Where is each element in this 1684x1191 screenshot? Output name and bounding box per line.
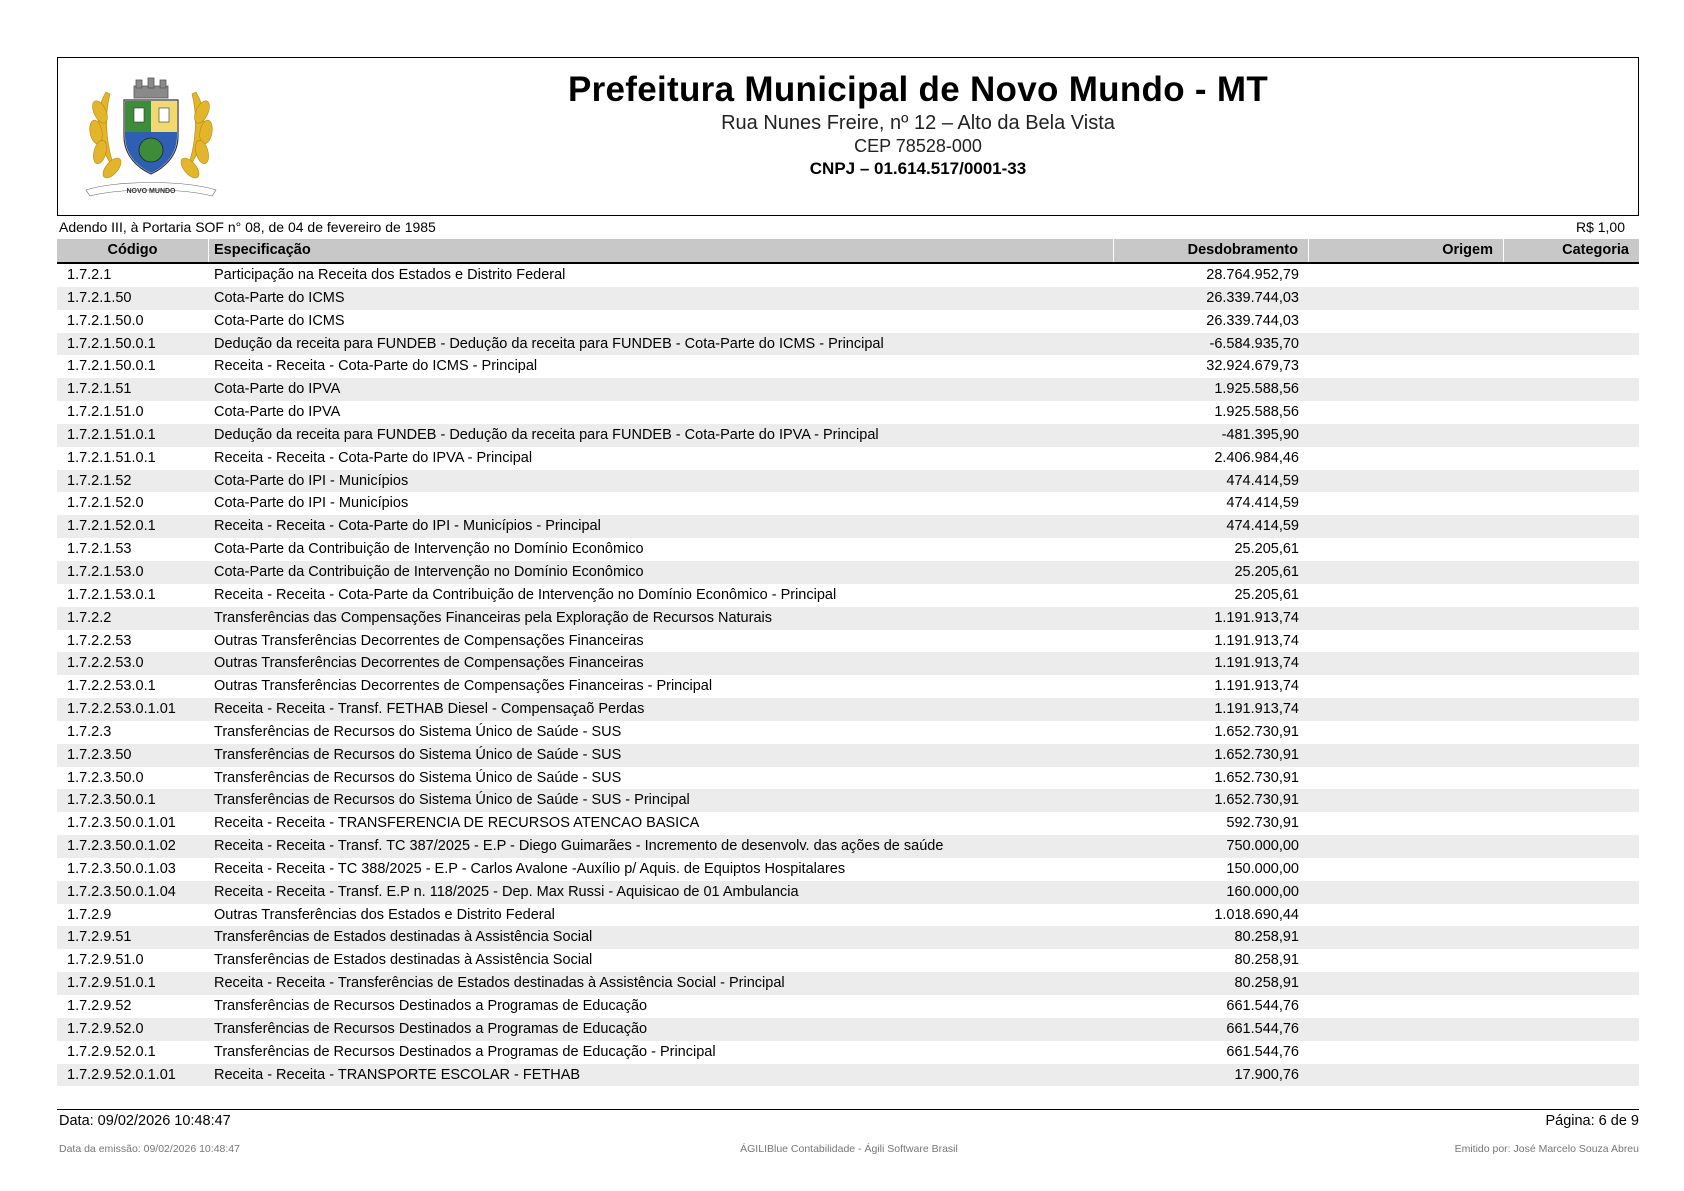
table-row xyxy=(57,378,1639,401)
cell-origem xyxy=(1309,470,1504,493)
table-body xyxy=(57,264,1639,1086)
cell-categoria xyxy=(1504,1064,1639,1087)
table-column-header xyxy=(57,239,1639,264)
table-row xyxy=(57,515,1639,538)
column-header-especificacao: Especificação xyxy=(209,239,1114,262)
municipal-coat-of-arms-logo xyxy=(76,72,226,204)
cell-especificacao: Receita - Receita - Transferências de Estados destinadas à Assistência Social - Principal xyxy=(214,975,785,992)
cell-especificacao: Transferências de Recursos Destinados a Programas de Educação - Principal xyxy=(214,1043,716,1060)
cell-origem xyxy=(1309,721,1504,744)
cell-categoria xyxy=(1504,972,1639,995)
cell-desdobramento: 28.764.952,79 xyxy=(1206,267,1299,283)
cell-origem xyxy=(1309,972,1504,995)
cell-categoria xyxy=(1504,333,1639,356)
column-header-desdobramento: Desdobramento xyxy=(1114,239,1309,262)
cell-codigo: 1.7.2.3.50.0.1.01 xyxy=(67,815,176,832)
cell-origem xyxy=(1309,424,1504,447)
table-row xyxy=(57,355,1639,378)
cell-desdobramento: -6.584.935,70 xyxy=(1209,335,1299,352)
cell-origem xyxy=(1309,607,1504,630)
cell-origem xyxy=(1309,652,1504,675)
cell-origem xyxy=(1309,492,1504,515)
cell-desdobramento: 1.191.913,74 xyxy=(1214,632,1299,649)
cell-categoria xyxy=(1504,492,1639,515)
cell-especificacao: Transferências de Recursos do Sistema Único de Saúde - SUS xyxy=(214,746,622,763)
cell-especificacao: Cota-Parte do IPVA xyxy=(214,404,341,421)
table-row xyxy=(57,675,1639,698)
table-row xyxy=(57,812,1639,835)
cell-codigo: 1.7.2.9.52.0.1 xyxy=(67,1043,156,1060)
footer-meta xyxy=(59,1143,1639,1156)
cell-codigo: 1.7.2.2.53.0.1 xyxy=(67,678,156,695)
table-row xyxy=(57,424,1639,447)
cell-especificacao: Receita - Receita - TRANSPORTE ESCOLAR - FETHAB xyxy=(214,1066,581,1083)
cell-categoria xyxy=(1504,561,1639,584)
cell-codigo: 1.7.2.3.50.0.1.03 xyxy=(67,860,176,877)
cell-origem xyxy=(1309,881,1504,904)
cell-categoria xyxy=(1504,652,1639,675)
cell-categoria xyxy=(1504,1041,1639,1064)
cell-categoria xyxy=(1504,1018,1639,1041)
cell-especificacao: Outras Transferências Decorrentes de Compensações Financeiras xyxy=(214,632,644,649)
cell-origem xyxy=(1309,904,1504,927)
cell-origem xyxy=(1309,995,1504,1018)
cell-desdobramento: 25.205,61 xyxy=(1234,541,1299,558)
cell-desdobramento: 160.000,00 xyxy=(1226,883,1299,900)
page-number: Página: 6 de 9 xyxy=(1545,1113,1639,1129)
cell-especificacao: Transferências de Estados destinadas à Assistência Social xyxy=(214,952,593,969)
table-row xyxy=(57,630,1639,653)
cell-codigo: 1.7.2.1.51 xyxy=(67,381,132,398)
cell-origem xyxy=(1309,926,1504,949)
cell-categoria xyxy=(1504,401,1639,424)
cell-categoria xyxy=(1504,812,1639,835)
cell-especificacao: Transferências de Recursos Destinados a Programas de Educação xyxy=(214,1020,648,1037)
cell-especificacao: Outras Transferências dos Estados e Distrito Federal xyxy=(214,906,555,923)
cell-codigo: 1.7.2.1.52.0.1 xyxy=(67,518,156,535)
cell-desdobramento: 1.925.588,56 xyxy=(1214,381,1299,398)
cell-origem xyxy=(1309,333,1504,356)
cell-desdobramento: -481.395,90 xyxy=(1221,426,1299,443)
table-row xyxy=(57,561,1639,584)
cell-especificacao: Receita - Receita - Transf. E.P n. 118/2025 - Dep. Max Russi - Aquisicao de 01 Ambulancia xyxy=(214,883,799,900)
cell-desdobramento: 1.191.913,74 xyxy=(1214,609,1299,626)
cell-desdobramento: 1.018.690,44 xyxy=(1214,906,1299,923)
cell-desdobramento: 661.544,76 xyxy=(1226,998,1299,1014)
cell-origem xyxy=(1309,310,1504,333)
cell-desdobramento: 1.191.913,74 xyxy=(1214,701,1299,718)
table-row xyxy=(57,1064,1639,1087)
cell-desdobramento: 474.414,59 xyxy=(1226,518,1299,535)
cell-especificacao: Transferências de Recursos Destinados a Programas de Educação xyxy=(214,998,648,1014)
software-credit: ÁGILIBlue Contabilidade - Ágili Software Brasil xyxy=(740,1143,958,1155)
cell-desdobramento: 2.406.984,46 xyxy=(1214,449,1299,466)
cell-categoria xyxy=(1504,949,1639,972)
cell-origem xyxy=(1309,401,1504,424)
cell-desdobramento: 80.258,91 xyxy=(1234,975,1299,992)
table-row xyxy=(57,310,1639,333)
cell-categoria xyxy=(1504,835,1639,858)
table-row xyxy=(57,333,1639,356)
table-row xyxy=(57,607,1639,630)
cell-categoria xyxy=(1504,698,1639,721)
cell-categoria xyxy=(1504,881,1639,904)
cell-codigo: 1.7.2.2.53.0.1.01 xyxy=(67,701,176,718)
table-row xyxy=(57,721,1639,744)
cell-categoria xyxy=(1504,515,1639,538)
cell-desdobramento: 474.414,59 xyxy=(1226,495,1299,512)
table-row xyxy=(57,926,1639,949)
cell-codigo: 1.7.2.1.51.0 xyxy=(67,404,144,421)
cell-desdobramento: 80.258,91 xyxy=(1234,929,1299,946)
cell-especificacao: Outras Transferências Decorrentes de Compensações Financeiras xyxy=(214,655,644,672)
cell-origem xyxy=(1309,561,1504,584)
cell-especificacao: Dedução da receita para FUNDEB - Dedução da receita para FUNDEB - Cota-Parte do ICMS - Principal xyxy=(214,335,884,352)
cell-desdobramento: 150.000,00 xyxy=(1226,860,1299,877)
cell-codigo: 1.7.2.9.51.0 xyxy=(67,952,144,969)
table-row xyxy=(57,492,1639,515)
cell-origem xyxy=(1309,287,1504,310)
cell-especificacao: Receita - Receita - Cota-Parte do IPVA - Principal xyxy=(214,449,533,466)
cell-origem xyxy=(1309,1064,1504,1087)
cell-desdobramento: 474.414,59 xyxy=(1226,472,1299,489)
cell-categoria xyxy=(1504,310,1639,333)
table-row xyxy=(57,584,1639,607)
cell-desdobramento: 1.925.588,56 xyxy=(1214,404,1299,421)
cell-desdobramento: 1.191.913,74 xyxy=(1214,678,1299,695)
cell-especificacao: Receita - Receita - Transf. FETHAB Diesel - Compensaçaõ Perdas xyxy=(214,701,645,718)
cell-origem xyxy=(1309,355,1504,378)
cell-desdobramento: 661.544,76 xyxy=(1226,1043,1299,1060)
cell-especificacao: Cota-Parte do ICMS xyxy=(214,289,345,306)
cell-desdobramento: 25.205,61 xyxy=(1234,563,1299,580)
cell-categoria xyxy=(1504,630,1639,653)
cell-categoria xyxy=(1504,424,1639,447)
svg-text:NOVO MUNDO: NOVO MUNDO xyxy=(126,188,176,195)
cell-codigo: 1.7.2.1.52 xyxy=(67,472,132,489)
cell-desdobramento: 1.652.730,91 xyxy=(1214,792,1299,809)
table-row xyxy=(57,1018,1639,1041)
cell-especificacao: Receita - Receita - TC 388/2025 - E.P - Carlos Avalone -Auxílio p/ Aquis. de Equiptos Hospitalares xyxy=(214,860,846,877)
cell-especificacao: Cota-Parte do IPI - Municípios xyxy=(214,495,409,512)
cell-categoria xyxy=(1504,470,1639,493)
cell-origem xyxy=(1309,949,1504,972)
cell-categoria xyxy=(1504,995,1639,1018)
cell-origem xyxy=(1309,1018,1504,1041)
currency-unit: R$ 1,00 xyxy=(1575,219,1625,235)
cell-origem xyxy=(1309,812,1504,835)
cell-especificacao: Cota-Parte do IPI - Municípios xyxy=(214,472,409,489)
cell-codigo: 1.7.2.9 xyxy=(67,906,112,923)
cell-origem xyxy=(1309,1041,1504,1064)
cell-codigo: 1.7.2.1.50.0 xyxy=(67,312,144,329)
cell-codigo: 1.7.2.3.50.0.1 xyxy=(67,792,156,809)
table-row xyxy=(57,904,1639,927)
issuer-name: Emitido por: José Marcelo Souza Abreu xyxy=(1454,1143,1639,1155)
cell-codigo: 1.7.2.1.50 xyxy=(67,289,132,306)
cell-desdobramento: 661.544,76 xyxy=(1226,1020,1299,1037)
cell-categoria xyxy=(1504,584,1639,607)
header-text-block xyxy=(418,68,1418,181)
footer-divider xyxy=(57,1109,1639,1110)
cell-especificacao: Receita - Receita - Transf. TC 387/2025 - E.P - Diego Guimarães - Incremento de desenvolv. das ações de saúde xyxy=(214,838,944,855)
cell-origem xyxy=(1309,744,1504,767)
cell-origem xyxy=(1309,447,1504,470)
cell-origem xyxy=(1309,264,1504,287)
cell-especificacao: Outras Transferências Decorrentes de Compensações Financeiras - Principal xyxy=(214,678,713,695)
report-header xyxy=(57,57,1639,216)
cell-desdobramento: 592.730,91 xyxy=(1226,815,1299,832)
cell-desdobramento: 26.339.744,03 xyxy=(1206,312,1299,329)
cell-especificacao: Dedução da receita para FUNDEB - Dedução da receita para FUNDEB - Cota-Parte do IPVA - Principal xyxy=(214,426,879,443)
cell-origem xyxy=(1309,767,1504,790)
table-row xyxy=(57,767,1639,790)
table-row xyxy=(57,470,1639,493)
footer-main xyxy=(59,1112,1639,1130)
cell-desdobramento: 1.191.913,74 xyxy=(1214,655,1299,672)
cell-categoria xyxy=(1504,287,1639,310)
cep-line: CEP 78528-000 xyxy=(854,136,982,156)
cell-codigo: 1.7.2.9.52.0 xyxy=(67,1020,144,1037)
cell-codigo: 1.7.2.2.53 xyxy=(67,632,132,649)
cell-codigo: 1.7.2.1.51.0.1 xyxy=(67,426,156,443)
table-row xyxy=(57,858,1639,881)
table-row xyxy=(57,972,1639,995)
cell-desdobramento: 1.652.730,91 xyxy=(1214,723,1299,740)
cell-desdobramento: 1.652.730,91 xyxy=(1214,769,1299,786)
table-row xyxy=(57,835,1639,858)
cell-desdobramento: 32.924.679,73 xyxy=(1206,358,1299,375)
cell-categoria xyxy=(1504,904,1639,927)
column-header-codigo: Código xyxy=(57,239,209,262)
cell-especificacao: Transferências de Recursos do Sistema Único de Saúde - SUS - Principal xyxy=(214,792,690,809)
cell-codigo: 1.7.2.1 xyxy=(67,267,112,283)
table-row xyxy=(57,789,1639,812)
cell-desdobramento: 750.000,00 xyxy=(1226,838,1299,855)
table-row xyxy=(57,447,1639,470)
cell-codigo: 1.7.2.1.50.0.1 xyxy=(67,358,156,375)
cell-especificacao: Transferências de Estados destinadas à Assistência Social xyxy=(214,929,593,946)
cell-categoria xyxy=(1504,675,1639,698)
ordinance-reference: Adendo III, à Portaria SOF n° 08, de 04 de fevereiro de 1985 xyxy=(59,219,436,235)
cell-codigo: 1.7.2.3 xyxy=(67,723,112,740)
table-row xyxy=(57,744,1639,767)
cell-categoria xyxy=(1504,264,1639,287)
cell-categoria xyxy=(1504,721,1639,744)
cell-codigo: 1.7.2.2 xyxy=(67,609,112,626)
cell-especificacao: Cota-Parte do ICMS xyxy=(214,312,345,329)
table-row xyxy=(57,881,1639,904)
table-row xyxy=(57,401,1639,424)
column-header-origem: Origem xyxy=(1309,239,1504,262)
cell-codigo: 1.7.2.3.50.0.1.04 xyxy=(67,883,176,900)
municipality-title: Prefeitura Municipal de Novo Mundo - MT xyxy=(567,70,1269,109)
cell-especificacao: Participação na Receita dos Estados e Distrito Federal xyxy=(214,267,566,283)
cell-especificacao: Receita - Receita - TRANSFERENCIA DE RECURSOS ATENCAO BASICA xyxy=(214,815,700,832)
cell-codigo: 1.7.2.1.52.0 xyxy=(67,495,144,512)
cell-especificacao: Transferências de Recursos do Sistema Único de Saúde - SUS xyxy=(214,769,622,786)
cell-especificacao: Transferências de Recursos do Sistema Único de Saúde - SUS xyxy=(214,723,622,740)
cell-codigo: 1.7.2.3.50.0 xyxy=(67,769,144,786)
report-date: Data: 09/02/2026 10:48:47 xyxy=(59,1113,231,1129)
table-row xyxy=(57,538,1639,561)
cell-categoria xyxy=(1504,744,1639,767)
cell-codigo: 1.7.2.9.51 xyxy=(67,929,132,946)
cell-codigo: 1.7.2.3.50.0.1.02 xyxy=(67,838,176,855)
cell-codigo: 1.7.2.1.51.0.1 xyxy=(67,449,156,466)
cell-origem xyxy=(1309,698,1504,721)
cell-especificacao: Transferências das Compensações Financeiras pela Exploração de Recursos Naturais xyxy=(214,609,772,626)
cell-codigo: 1.7.2.1.50.0.1 xyxy=(67,335,156,352)
cell-origem xyxy=(1309,789,1504,812)
cell-especificacao: Cota-Parte da Contribuição de Intervenção no Domínio Econômico xyxy=(214,563,644,580)
cell-codigo: 1.7.2.2.53.0 xyxy=(67,655,144,672)
cell-codigo: 1.7.2.9.52 xyxy=(67,998,132,1014)
cell-desdobramento: 25.205,61 xyxy=(1234,586,1299,603)
cell-origem xyxy=(1309,835,1504,858)
cell-categoria xyxy=(1504,378,1639,401)
cell-especificacao: Cota-Parte do IPVA xyxy=(214,381,341,398)
cell-especificacao: Receita - Receita - Cota-Parte do ICMS - Principal xyxy=(214,358,538,375)
cell-origem xyxy=(1309,675,1504,698)
cell-origem xyxy=(1309,378,1504,401)
table-row xyxy=(57,698,1639,721)
cell-categoria xyxy=(1504,858,1639,881)
cell-categoria xyxy=(1504,538,1639,561)
cell-categoria xyxy=(1504,926,1639,949)
cell-especificacao: Receita - Receita - Cota-Parte da Contribuição de Intervenção no Domínio Econômico - Principal xyxy=(214,586,837,603)
cell-codigo: 1.7.2.1.53.0.1 xyxy=(67,586,156,603)
cell-codigo: 1.7.2.9.52.0.1.01 xyxy=(67,1066,176,1083)
table-row xyxy=(57,652,1639,675)
cell-categoria xyxy=(1504,355,1639,378)
emission-date: Data da emissão: 09/02/2026 10:48:47 xyxy=(59,1143,240,1155)
table-row xyxy=(57,1041,1639,1064)
column-header-categoria: Categoria xyxy=(1562,242,1629,258)
cell-categoria xyxy=(1504,607,1639,630)
cell-origem xyxy=(1309,858,1504,881)
table-row xyxy=(57,287,1639,310)
cell-origem xyxy=(1309,538,1504,561)
cell-categoria xyxy=(1504,767,1639,790)
table-row xyxy=(57,264,1639,287)
cell-desdobramento: 1.652.730,91 xyxy=(1214,746,1299,763)
report-subheader xyxy=(59,219,1625,236)
cell-origem xyxy=(1309,630,1504,653)
address-line: Rua Nunes Freire, nº 12 – Alto da Bela Vista xyxy=(721,112,1115,134)
cell-origem xyxy=(1309,584,1504,607)
cell-desdobramento: 26.339.744,03 xyxy=(1206,289,1299,306)
cell-codigo: 1.7.2.1.53 xyxy=(67,541,132,558)
cell-codigo: 1.7.2.9.51.0.1 xyxy=(67,975,156,992)
cell-categoria xyxy=(1504,789,1639,812)
cell-categoria xyxy=(1504,447,1639,470)
table-row xyxy=(57,995,1639,1018)
cell-origem xyxy=(1309,515,1504,538)
cell-codigo: 1.7.2.1.53.0 xyxy=(67,563,144,580)
table-row xyxy=(57,949,1639,972)
cell-desdobramento: 80.258,91 xyxy=(1234,952,1299,969)
cell-desdobramento: 17.900,76 xyxy=(1234,1066,1299,1083)
cnpj-line: CNPJ – 01.614.517/0001-33 xyxy=(809,159,1027,178)
cell-especificacao: Cota-Parte da Contribuição de Intervenção no Domínio Econômico xyxy=(214,541,644,558)
cell-codigo: 1.7.2.3.50 xyxy=(67,746,132,763)
cell-especificacao: Receita - Receita - Cota-Parte do IPI - Municípios - Principal xyxy=(214,518,601,535)
